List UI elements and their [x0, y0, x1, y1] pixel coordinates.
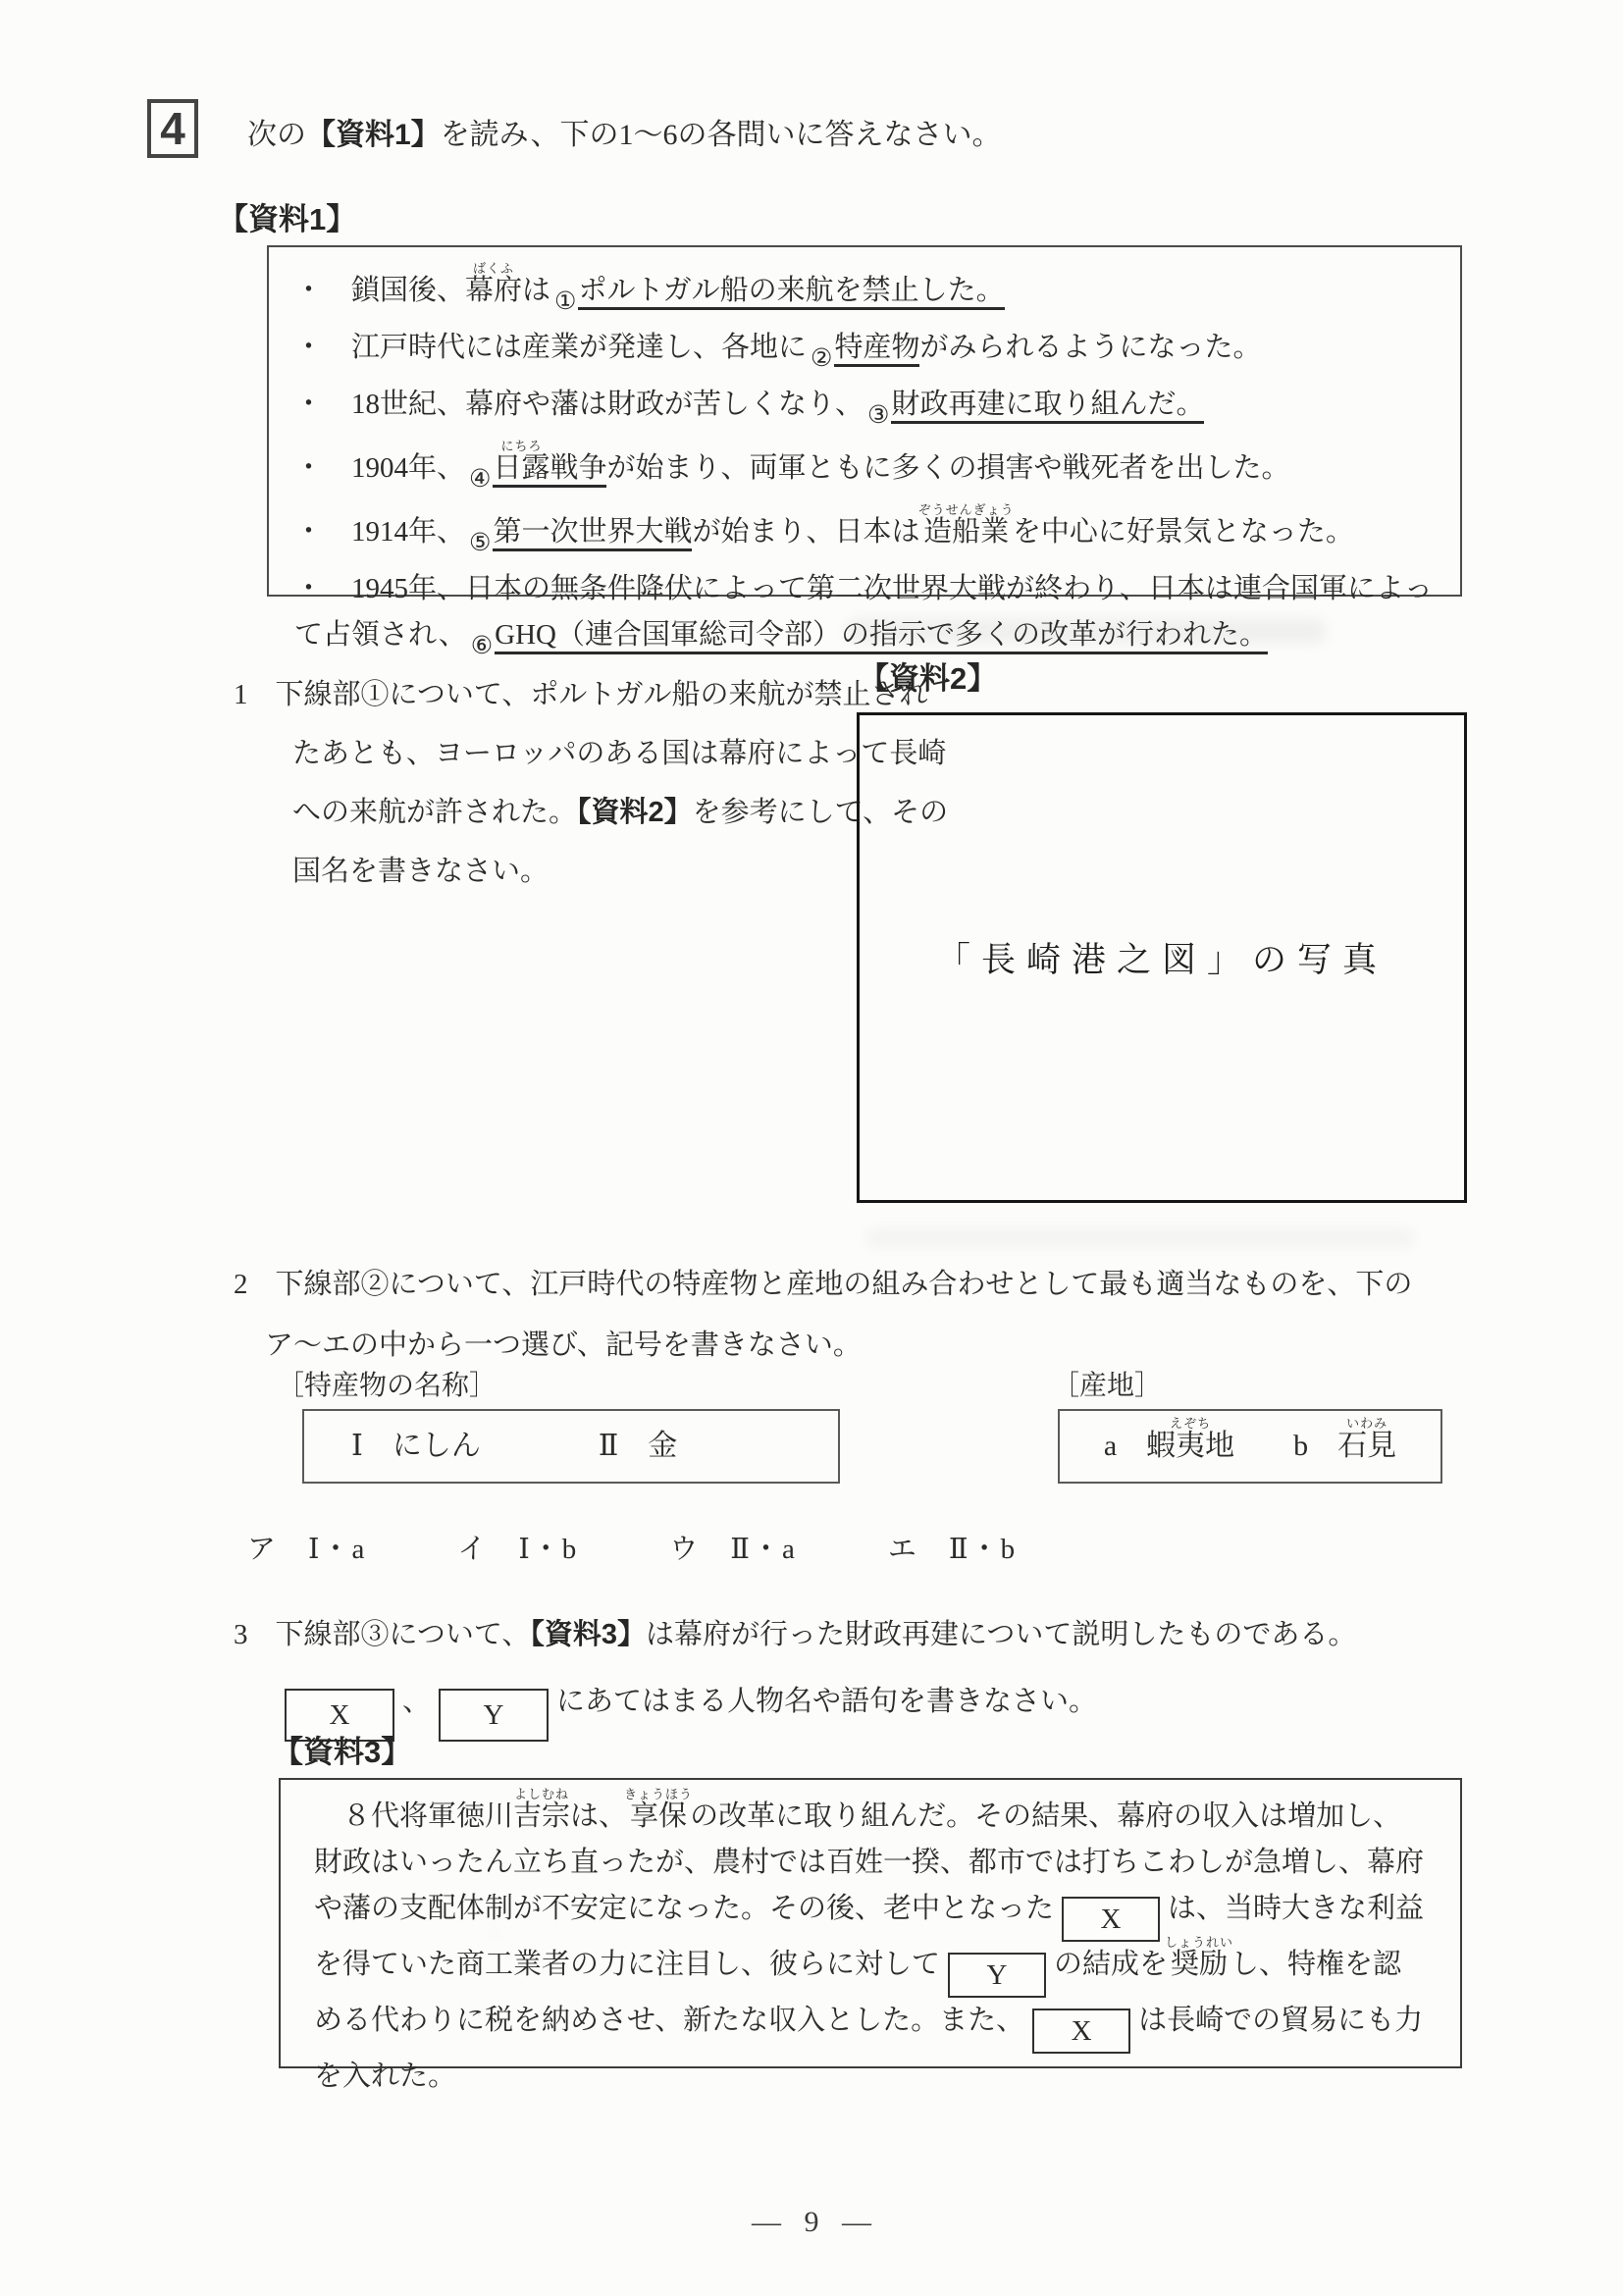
ruby-annotated-text: 日露にちろ: [493, 452, 550, 488]
products-choice-box: [302, 1409, 840, 1484]
shiryo-bullet-line: [294, 382, 1435, 439]
text-run: 特産物: [834, 332, 919, 367]
circled-number: ①: [554, 288, 577, 315]
shiryo3-box: [279, 1778, 1462, 2092]
bold-label: 【資料1】: [306, 119, 441, 151]
text-run: 、: [402, 1686, 432, 1717]
question-set-intro: [247, 114, 1474, 157]
question-3-line2: [277, 1670, 1519, 1742]
circled-number: ⑤: [469, 530, 492, 556]
text-run: 第一次世界大戦: [493, 516, 692, 551]
text-run: を読み、下の1～6の各問いに答えなさい。: [440, 119, 1002, 151]
text-run: 次の: [247, 119, 306, 151]
text-run: Ⅰ にしん Ⅱ 金: [351, 1430, 678, 1462]
scan-bleedthrough-artifact: [865, 1228, 1415, 1248]
text-run: ポルトガル船の来航を禁止した。: [578, 275, 1004, 310]
text-run: がみられるようになった。: [919, 332, 1262, 363]
text-run: は、: [570, 1800, 628, 1832]
shiryo-bullet-line: [294, 439, 1435, 502]
shiryo-bullet-line: [294, 502, 1435, 566]
question-2: [234, 1254, 1519, 1376]
question-3-text: [276, 1619, 1357, 1650]
shiryo-bullet-line: [294, 325, 1435, 382]
text-run: を参考にして、その国名を書きなさい。: [292, 797, 949, 887]
text-run: ・ 1914年、: [294, 516, 466, 548]
text-run: 財政再建に取り組んだ。: [891, 389, 1204, 424]
ruby-annotated-text: 享保きょうほう: [624, 1787, 694, 1832]
regions-list-label: ［産地］: [1052, 1371, 1163, 1401]
bold-label: 【資料2】: [577, 797, 693, 828]
ruby-annotated-text: 吉宗よしむね: [513, 1787, 571, 1832]
question-3-line1: [234, 1603, 1519, 1666]
fill-in-box-x: X: [1062, 1897, 1160, 1942]
shiryo3-label: 【資料3】: [273, 1735, 412, 1769]
text-run: にあてはまる人物名や語句を書きなさい。: [556, 1686, 1098, 1717]
ruby-annotated-text: 造船業ぞうせんぎょう: [917, 502, 1015, 548]
question-2-options: ア Ⅰ・a イ Ⅰ・b ウ Ⅱ・a エ Ⅱ・b: [247, 1534, 1018, 1565]
fill-in-box-y: Y: [948, 1953, 1046, 1998]
question-set-number: 4: [147, 99, 198, 158]
text-run: は長崎での貿易にも力を入れた。: [314, 2005, 1424, 2092]
question-2-number: 2: [234, 1269, 248, 1300]
question-3: [234, 1603, 1519, 1742]
fill-in-box-x: X: [285, 1689, 394, 1742]
bold-label: 【資料3】: [530, 1619, 646, 1650]
circled-number: ⑥: [470, 633, 494, 659]
text-run: 下線部①について、ポルトガル船の来航が禁止されたあとも、ヨーロッパのある国は幕府によって長崎への来航が許された。: [275, 679, 947, 828]
question-2-line1: [234, 1254, 1519, 1315]
text-run: ・ 1904年、: [294, 452, 466, 484]
shiryo1-box: [267, 245, 1462, 659]
question-1: [234, 665, 952, 901]
text-run: が始まり、日本は: [692, 516, 920, 548]
text-run: ・ 1945年、日本の無条件降伏によって第二次世界大戦が終わり、日本は連合国軍によって占領され、: [294, 573, 1434, 651]
text-run: ・ 18世紀、幕府や藩は財政が苦しくなり、: [294, 389, 864, 420]
fill-in-box-x: X: [1032, 2009, 1130, 2054]
text-run: は、当時大きな利益を得ていた商工業者の力に注目し、彼らに対して: [314, 1893, 1425, 1980]
circled-number: ③: [867, 402, 890, 429]
circled-number: ④: [469, 466, 492, 493]
ruby-annotated-text: 石見いわみ: [1337, 1416, 1397, 1462]
text-run: ・ 江戸時代には産業が発達し、各地に: [294, 332, 808, 363]
text-run: GHQ（連合国軍総司令部）の指示で多くの改革が行われた。: [495, 619, 1268, 654]
text-run: の結成を: [1054, 1949, 1169, 1980]
shiryo-bullet-line: [294, 261, 1435, 325]
page-number: — 9 —: [752, 2206, 871, 2238]
shiryo2-photo-caption: 「長崎港之図」の写真: [935, 941, 1387, 979]
text-run: し、特権を認める代わりに税を納めさせ、新たな収入とした。また、: [314, 1949, 1402, 2036]
text-run: ・ 鎖国後、: [294, 275, 466, 306]
text-run: は幕府が行った財政再建について説明したものである。: [645, 1619, 1357, 1650]
shiryo2-label: 【資料2】: [859, 661, 998, 696]
ruby-annotated-text: 蝦夷地えぞち: [1146, 1416, 1235, 1462]
question-1-number: 1: [234, 679, 248, 710]
question-1-text: [276, 679, 949, 887]
text-run: は: [522, 275, 551, 306]
products-list-label: ［特産物の名称］: [277, 1371, 497, 1401]
question-2-line2: ア～エの中から一つ選び、記号を書きなさい。: [265, 1330, 862, 1361]
fill-in-box-y: Y: [439, 1689, 549, 1742]
text-run: 下線部③について、: [275, 1619, 531, 1650]
question-2-text: 下線部②について、江戸時代の特産物と産地の組み合わせとして最も適当なものを、下の: [275, 1269, 1413, 1300]
question-3-number: 3: [234, 1619, 248, 1650]
shiryo2-photo-box: [857, 712, 1467, 1203]
text-run: a: [1103, 1430, 1147, 1462]
text-run: b: [1234, 1430, 1338, 1462]
ruby-annotated-text: 奨励しょうれい: [1165, 1935, 1234, 1980]
text-run: ８代将軍徳川: [314, 1800, 514, 1832]
shiryo1-label: 【資料1】: [218, 202, 357, 236]
regions-choice-box: [1058, 1409, 1442, 1484]
text-run: を中心に好景気となった。: [1012, 516, 1354, 548]
text-run: が始まり、両軍ともに多くの損害や戦死者を出した。: [606, 452, 1290, 484]
ruby-annotated-text: 幕府ばくふ: [465, 261, 523, 306]
text-run: 戦争: [550, 452, 606, 488]
circled-number: ②: [811, 345, 833, 372]
text-run: の改革に取り組んだ。その結果、幕府の収入は増加し、財政はいったん立ち直ったが、農村では百姓一揆、都市では打ちこわしが急増し、幕府や藩の支配体制が不安定になった。その後、老中となった: [314, 1800, 1425, 1924]
